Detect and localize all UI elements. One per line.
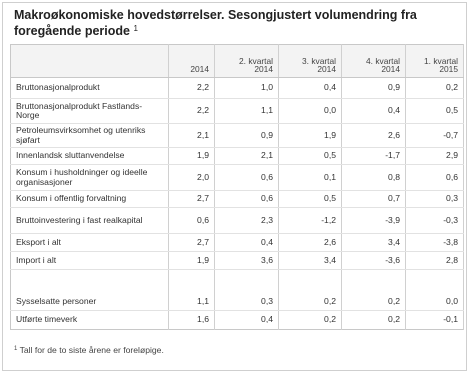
value-cell: 2,1 <box>169 124 215 148</box>
value-cell <box>342 270 406 294</box>
row-label: Bruttonasjonalprodukt <box>11 78 169 99</box>
row-label: Petroleumsvirksomhet og utenriks sjøfart <box>11 124 169 148</box>
value-cell: 0,1 <box>279 165 342 191</box>
row-label: Bruttoinvestering i fast realkapital <box>11 208 169 234</box>
table-row <box>11 165 464 191</box>
value-cell: -0,1 <box>406 311 464 330</box>
value-cell: 0,5 <box>406 99 464 124</box>
value-cell: 0,3 <box>215 294 279 311</box>
header-label-cell <box>11 45 169 78</box>
value-cell: 0,4 <box>279 78 342 99</box>
value-cell: -0,7 <box>406 124 464 148</box>
value-cell: 2,6 <box>342 124 406 148</box>
column-header: 2. kvartal 2014 <box>215 45 279 78</box>
row-label: Sysselsatte personer <box>11 294 169 311</box>
value-cell: 0,2 <box>342 294 406 311</box>
value-cell: 2,2 <box>169 99 215 124</box>
table-row <box>11 234 464 252</box>
table-row <box>11 99 464 124</box>
table-body <box>11 78 464 330</box>
row-label: Utførte timeverk <box>11 311 169 330</box>
value-cell: 2,2 <box>169 78 215 99</box>
value-cell: 2,3 <box>215 208 279 234</box>
value-cell: 0,2 <box>406 78 464 99</box>
value-cell: 2,6 <box>279 234 342 252</box>
row-label <box>11 270 169 294</box>
value-cell: 1,1 <box>215 99 279 124</box>
value-cell <box>279 270 342 294</box>
data-table <box>10 44 464 330</box>
value-cell: -1,7 <box>342 148 406 165</box>
value-cell: 0,2 <box>279 311 342 330</box>
value-cell: 1,9 <box>169 148 215 165</box>
table-row <box>11 78 464 99</box>
value-cell: 0,4 <box>215 311 279 330</box>
table-row <box>11 294 464 311</box>
table-row <box>11 252 464 270</box>
value-cell: 3,4 <box>279 252 342 270</box>
value-cell: 2,8 <box>406 252 464 270</box>
value-cell: 3,6 <box>215 252 279 270</box>
column-header: 3. kvartal 2014 <box>279 45 342 78</box>
table-title <box>14 8 454 38</box>
value-cell: 0,3 <box>406 191 464 208</box>
table-row <box>11 124 464 148</box>
value-cell: 0,5 <box>279 191 342 208</box>
value-cell: -0,3 <box>406 208 464 234</box>
value-cell: 0,9 <box>342 78 406 99</box>
value-cell: 2,1 <box>215 148 279 165</box>
row-label: Bruttonasjonalprodukt Fastlands-Norge <box>11 99 169 124</box>
row-label: Innenlandsk sluttanvendelse <box>11 148 169 165</box>
value-cell: 1,9 <box>279 124 342 148</box>
value-cell: 2,7 <box>169 191 215 208</box>
value-cell: -3,6 <box>342 252 406 270</box>
row-label: Konsum i husholdninger og ideelle organisasjoner <box>11 165 169 191</box>
table-row <box>11 191 464 208</box>
value-cell: 2,9 <box>406 148 464 165</box>
header-row <box>11 45 464 78</box>
value-cell: 0,7 <box>342 191 406 208</box>
row-label: Konsum i offentlig forvaltning <box>11 191 169 208</box>
column-header: 1. kvartal 2015 <box>406 45 464 78</box>
row-label: Eksport i alt <box>11 234 169 252</box>
value-cell: 1,9 <box>169 252 215 270</box>
title-footnote-mark: 1 <box>133 24 138 33</box>
footnote-text: Tall for de to siste årene er foreløpige. <box>19 345 164 355</box>
footnote-mark: 1 <box>14 346 18 352</box>
column-header: 2014 <box>169 45 215 78</box>
table-row <box>11 148 464 165</box>
value-cell: 0,6 <box>406 165 464 191</box>
value-cell: 0,9 <box>215 124 279 148</box>
table-spacer-row <box>11 270 464 294</box>
value-cell: 0,5 <box>279 148 342 165</box>
value-cell: 1,6 <box>169 311 215 330</box>
value-cell: -1,2 <box>279 208 342 234</box>
value-cell: 2,0 <box>169 165 215 191</box>
value-cell: 0,4 <box>342 99 406 124</box>
table-row <box>11 208 464 234</box>
value-cell: 0,6 <box>215 191 279 208</box>
value-cell: -3,9 <box>342 208 406 234</box>
footnote <box>14 345 164 355</box>
value-cell <box>169 270 215 294</box>
value-cell: 0,6 <box>215 165 279 191</box>
table-title-text: Makroøkonomiske hovedstørrelser. Sesongjustert volumendring fra foregående periode <box>14 8 417 38</box>
value-cell: 0,6 <box>169 208 215 234</box>
value-cell: 0,8 <box>342 165 406 191</box>
value-cell: 2,7 <box>169 234 215 252</box>
value-cell: 1,0 <box>215 78 279 99</box>
column-header: 4. kvartal 2014 <box>342 45 406 78</box>
value-cell: 3,4 <box>342 234 406 252</box>
value-cell: 0,2 <box>279 294 342 311</box>
table-row <box>11 311 464 330</box>
value-cell: 0,2 <box>342 311 406 330</box>
value-cell: -3,8 <box>406 234 464 252</box>
value-cell <box>215 270 279 294</box>
value-cell: 0,0 <box>279 99 342 124</box>
value-cell: 0,0 <box>406 294 464 311</box>
value-cell: 1,1 <box>169 294 215 311</box>
value-cell <box>406 270 464 294</box>
value-cell: 0,4 <box>215 234 279 252</box>
row-label: Import i alt <box>11 252 169 270</box>
